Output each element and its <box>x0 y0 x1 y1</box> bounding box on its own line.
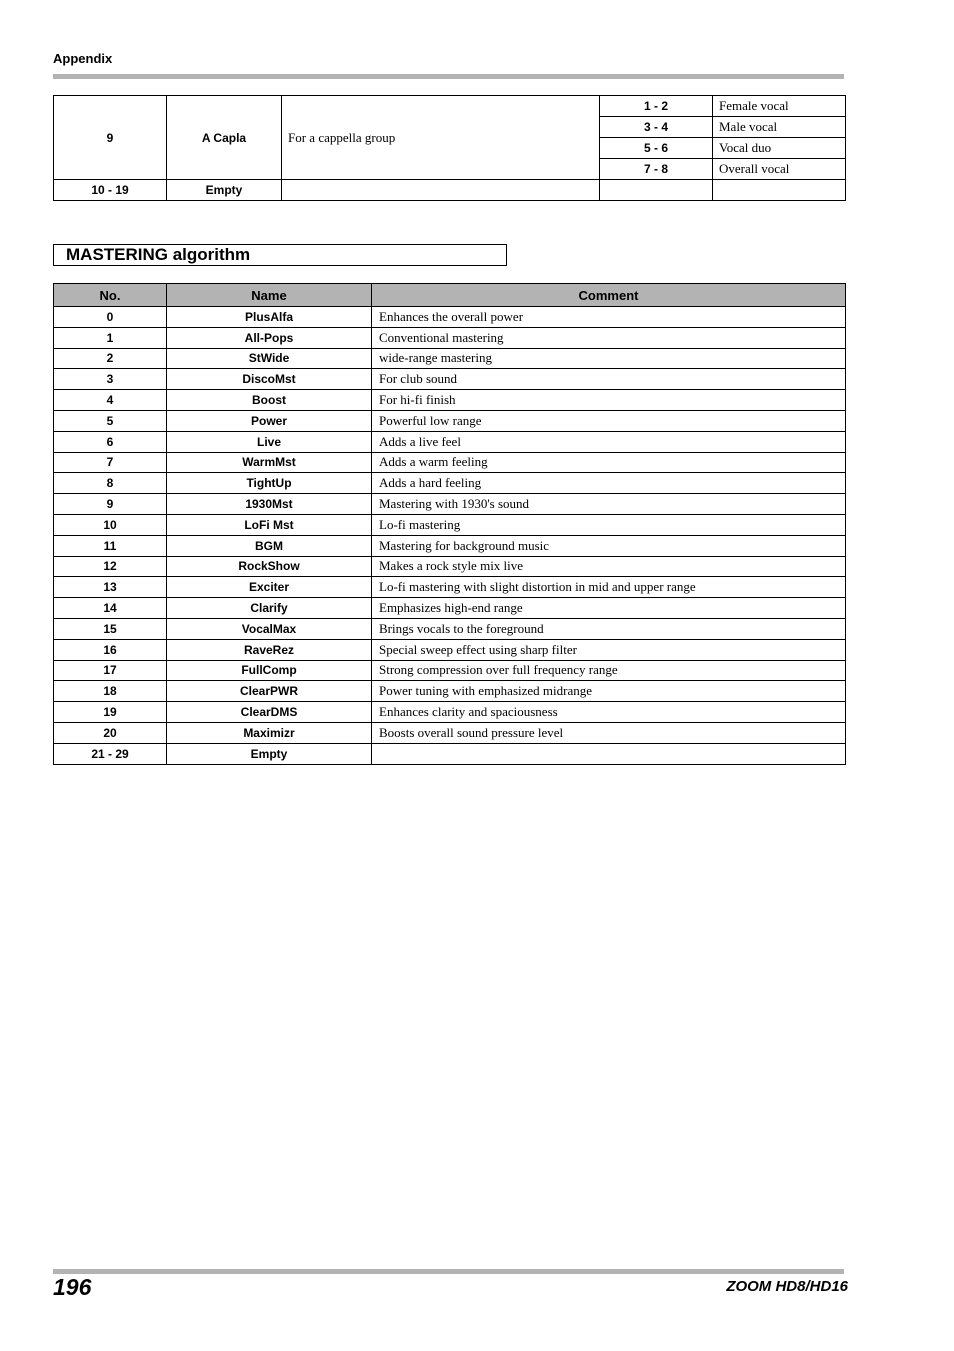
row-name: ClearPWR <box>167 681 372 702</box>
row-number: 10 - 19 <box>54 180 167 201</box>
table-row <box>54 431 846 452</box>
column-header-comment: Comment <box>372 284 846 307</box>
row-number: 18 <box>54 681 167 702</box>
row-number: 19 <box>54 702 167 723</box>
row-comment: Powerful low range <box>372 410 846 431</box>
row-comment: Emphasizes high-end range <box>372 598 846 619</box>
table-row <box>54 722 846 743</box>
row-number: 12 <box>54 556 167 577</box>
row-name: ClearDMS <box>167 702 372 723</box>
row-name: DiscoMst <box>167 369 372 390</box>
row-name: WarmMst <box>167 452 372 473</box>
table-row <box>54 577 846 598</box>
channel-pair: 1 - 2 <box>600 96 713 117</box>
row-comment: Brings vocals to the foreground <box>372 618 846 639</box>
row-number: 0 <box>54 307 167 328</box>
column-header-name: Name <box>167 284 372 307</box>
table-row <box>54 639 846 660</box>
row-name: Boost <box>167 390 372 411</box>
channel-description: Vocal duo <box>713 138 846 159</box>
mastering-table <box>53 283 846 765</box>
row-comment: For club sound <box>372 369 846 390</box>
row-comment: For a cappella group <box>282 96 600 180</box>
row-name: RockShow <box>167 556 372 577</box>
row-name: LoFi Mst <box>167 514 372 535</box>
row-number: 13 <box>54 577 167 598</box>
row-comment: For hi-fi finish <box>372 390 846 411</box>
row-comment: Makes a rock style mix live <box>372 556 846 577</box>
patch-table-continued <box>53 95 846 201</box>
table-row <box>54 96 846 117</box>
row-comment <box>372 743 846 764</box>
table-row <box>54 348 846 369</box>
row-name: Maximizr <box>167 722 372 743</box>
row-name: Exciter <box>167 577 372 598</box>
row-name: Live <box>167 431 372 452</box>
mastering-heading: MASTERING algorithm <box>66 245 251 264</box>
row-number: 10 <box>54 514 167 535</box>
row-name: PlusAlfa <box>167 307 372 328</box>
table-row <box>54 180 846 201</box>
row-number: 17 <box>54 660 167 681</box>
row-number: 8 <box>54 473 167 494</box>
table-row <box>54 410 846 431</box>
row-name: FullComp <box>167 660 372 681</box>
channel-description: Female vocal <box>713 96 846 117</box>
row-number: 3 <box>54 369 167 390</box>
table-row <box>54 452 846 473</box>
table-row <box>54 494 846 515</box>
mastering-table-body <box>54 307 846 765</box>
row-comment <box>282 180 600 201</box>
row-comment: Mastering for background music <box>372 535 846 556</box>
channel-description <box>713 180 846 201</box>
row-comment: Mastering with 1930's sound <box>372 494 846 515</box>
row-name: Clarify <box>167 598 372 619</box>
table-row <box>54 390 846 411</box>
row-number: 4 <box>54 390 167 411</box>
row-number: 21 - 29 <box>54 743 167 764</box>
table-row <box>54 660 846 681</box>
row-name: VocalMax <box>167 618 372 639</box>
row-number: 11 <box>54 535 167 556</box>
row-number: 20 <box>54 722 167 743</box>
row-comment: Adds a hard feeling <box>372 473 846 494</box>
row-number: 16 <box>54 639 167 660</box>
row-name: Empty <box>167 743 372 764</box>
row-comment: Lo-fi mastering with slight distortion in mid and upper range <box>372 577 846 598</box>
table-row <box>54 514 846 535</box>
table-row <box>54 369 846 390</box>
table-header-row <box>54 284 846 307</box>
table-row <box>54 535 846 556</box>
row-number: 2 <box>54 348 167 369</box>
row-comment: Power tuning with emphasized midrange <box>372 681 846 702</box>
row-number: 1 <box>54 327 167 348</box>
row-comment: Enhances clarity and spaciousness <box>372 702 846 723</box>
channel-pair: 3 - 4 <box>600 117 713 138</box>
table-row <box>54 307 846 328</box>
row-number: 6 <box>54 431 167 452</box>
table-row <box>54 743 846 764</box>
row-comment: Adds a live feel <box>372 431 846 452</box>
row-number: 9 <box>54 494 167 515</box>
row-number: 14 <box>54 598 167 619</box>
row-name: Empty <box>167 180 282 201</box>
row-number: 9 <box>54 96 167 180</box>
channel-pair <box>600 180 713 201</box>
table-row <box>54 556 846 577</box>
table-row <box>54 327 846 348</box>
row-comment: Boosts overall sound pressure level <box>372 722 846 743</box>
table-row <box>54 681 846 702</box>
row-name: BGM <box>167 535 372 556</box>
row-comment: Special sweep effect using sharp filter <box>372 639 846 660</box>
row-name: A Capla <box>167 96 282 180</box>
row-name: All-Pops <box>167 327 372 348</box>
channel-pair: 7 - 8 <box>600 159 713 180</box>
row-comment: Enhances the overall power <box>372 307 846 328</box>
table-row <box>54 598 846 619</box>
section-label: Appendix <box>53 51 113 66</box>
table-row <box>54 473 846 494</box>
row-comment: Lo-fi mastering <box>372 514 846 535</box>
table-row <box>54 618 846 639</box>
row-comment: wide-range mastering <box>372 348 846 369</box>
row-name: Power <box>167 410 372 431</box>
row-name: RaveRez <box>167 639 372 660</box>
row-comment: Conventional mastering <box>372 327 846 348</box>
channel-pair: 5 - 6 <box>600 138 713 159</box>
channel-description: Overall vocal <box>713 159 846 180</box>
row-comment: Adds a warm feeling <box>372 452 846 473</box>
row-number: 7 <box>54 452 167 473</box>
row-comment: Strong compression over full frequency range <box>372 660 846 681</box>
page-number: 196 <box>53 1274 92 1300</box>
row-name: TightUp <box>167 473 372 494</box>
row-name: 1930Mst <box>167 494 372 515</box>
table-row <box>54 702 846 723</box>
row-number: 5 <box>54 410 167 431</box>
product-name: ZOOM HD8/HD16 <box>726 1278 848 1295</box>
mastering-heading-box <box>53 244 507 266</box>
footer-rule <box>53 1269 844 1274</box>
channel-description: Male vocal <box>713 117 846 138</box>
header-rule <box>53 74 844 79</box>
row-number: 15 <box>54 618 167 639</box>
row-name: StWide <box>167 348 372 369</box>
column-header-no: No. <box>54 284 167 307</box>
